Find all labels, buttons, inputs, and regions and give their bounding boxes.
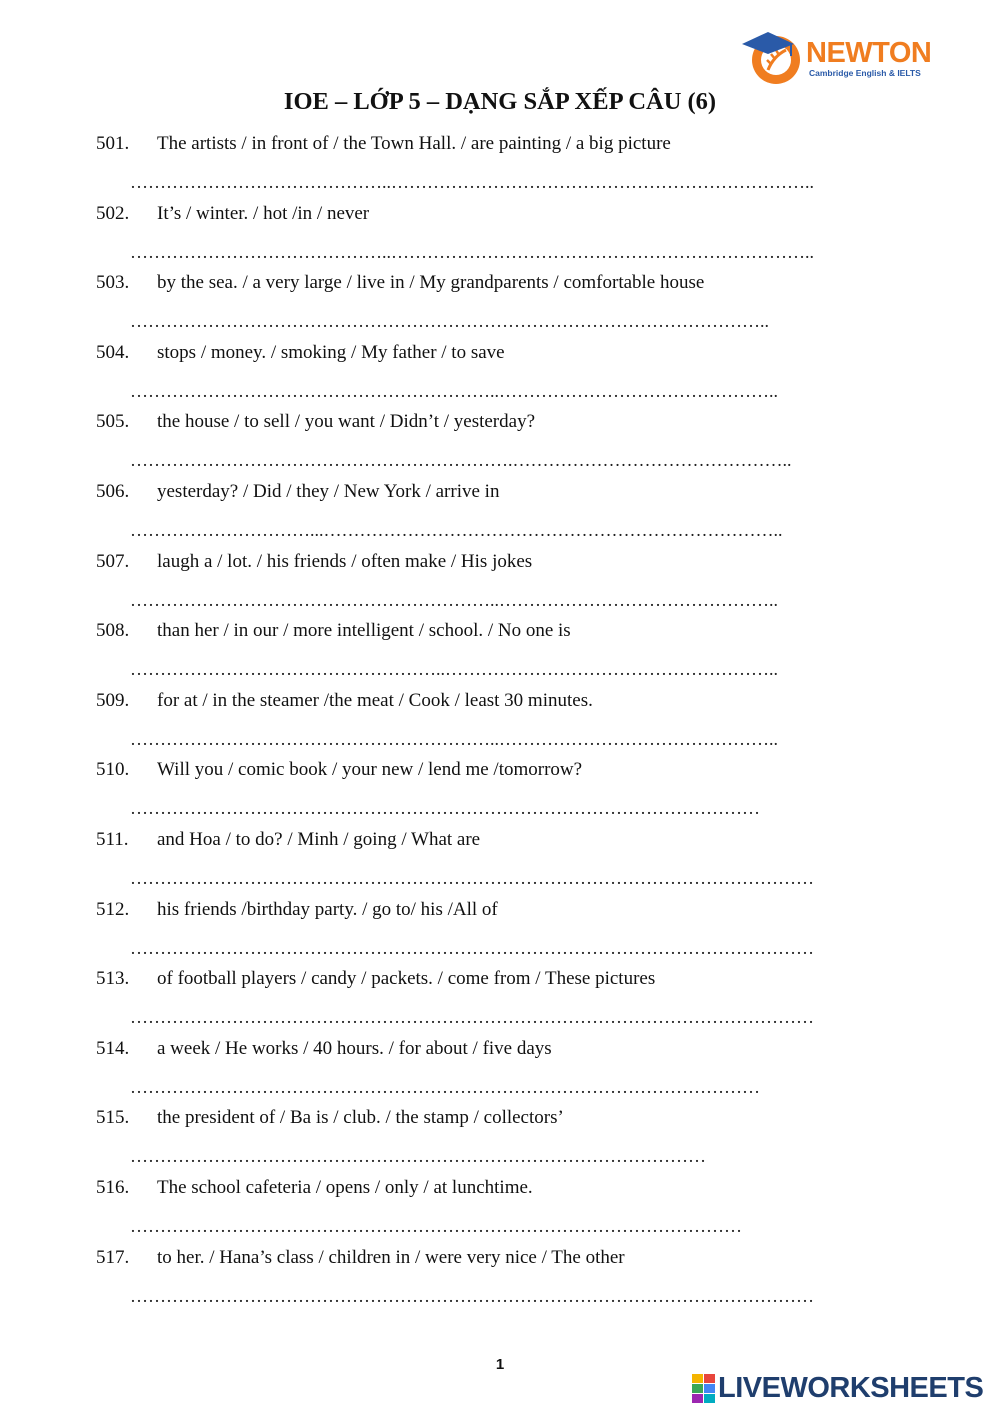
- page-title: IOE – LỚP 5 – DẠNG SẮP XẾP CÂU (6): [283, 88, 717, 115]
- answer-input-line[interactable]: ……………………………………………………………………………………………..: [130, 311, 769, 332]
- question-text: for at / in the steamer /the meat / Cook / least 30 minutes.: [157, 689, 593, 711]
- question-number: 514.: [96, 1037, 130, 1059]
- question-text: laugh a / lot. / his friends / often make / His jokes: [157, 550, 533, 572]
- answer-input-line[interactable]: …………………………………………………………………………………………: [130, 1216, 742, 1236]
- question-text: the house / to sell / you want / Didn’t / yesterday?: [157, 411, 535, 433]
- answer-input-line[interactable]: ……………………………………………………….………………………………………..: [130, 450, 792, 471]
- question-number: 501.: [96, 133, 130, 154]
- question-number: 517.: [96, 1246, 130, 1268]
- question-text: Will you / comic book / your new / lend me /tomorrow?: [157, 759, 583, 781]
- answer-input-line[interactable]: ……………………………………………………..………………………………………..: [130, 380, 778, 401]
- logo-brand: NEWTON: [806, 37, 932, 69]
- answer-input-line[interactable]: ……………………………………………………………………………………………………: [130, 868, 814, 888]
- answer-input-line[interactable]: ……………………………………..……………………………………………………………..: [130, 172, 814, 192]
- graduation-cap-icon: [738, 26, 804, 88]
- question-text: It’s / winter. / hot /in / never: [157, 202, 370, 224]
- answer-input-line[interactable]: ……………………………………..……………………………………………………………..: [130, 241, 814, 262]
- answer-input-line[interactable]: ……………………………………………………………………………………………………: [130, 1285, 814, 1306]
- question-text: stops / money. / smoking / My father / to save: [157, 341, 505, 363]
- question-number: 506.: [96, 481, 130, 502]
- question-text: The artists / in front of / the Town Hall. / are painting / a big picture: [157, 133, 671, 154]
- question-number: 504.: [96, 341, 130, 363]
- question-number: 508.: [96, 620, 130, 642]
- question-number: 502.: [96, 202, 130, 224]
- page-number: 1: [495, 1356, 505, 1373]
- question-number: 505.: [96, 411, 130, 433]
- answer-input-line[interactable]: ……………………………………………..………………………………………………..: [130, 659, 778, 680]
- question-number: 509.: [96, 689, 130, 711]
- question-text: to her. / Hana’s class / children in / were very nice / The other: [157, 1246, 625, 1268]
- question-number: 507.: [96, 550, 130, 572]
- question-number: 503.: [96, 272, 130, 294]
- question-504: [96, 341, 505, 365]
- question-number: 510.: [96, 759, 130, 781]
- question-text: a week / He works / 40 hours. / for about / five days: [157, 1037, 552, 1059]
- question-text: by the sea. / a very large / live in / My grandparents / comfortable house: [157, 272, 705, 294]
- question-number: 515.: [96, 1107, 130, 1129]
- question-510: [96, 758, 582, 782]
- question-512: [96, 898, 498, 922]
- answer-input-line[interactable]: …………………………...…………………………………………………………………..: [130, 520, 783, 540]
- question-text: The school cafeteria / opens / only / at lunchtime.: [157, 1177, 533, 1198]
- question-text: his friends /birthday party. / go to/ his /All of: [157, 898, 498, 920]
- answer-input-line[interactable]: ……………………………………………………………………………………………………: [130, 937, 814, 958]
- answer-input-line[interactable]: ……………………………………………………………………………………………………: [130, 1007, 814, 1028]
- question-515: [96, 1106, 564, 1130]
- question-505: [96, 410, 535, 434]
- logo-tagline: Cambridge English & IELTS: [809, 68, 921, 78]
- question-number: 511.: [96, 829, 129, 850]
- question-506: [96, 480, 499, 504]
- liveworksheets-blocks-icon: [692, 1374, 716, 1404]
- question-508: [96, 619, 571, 643]
- question-number: 516.: [96, 1177, 130, 1198]
- question-516: [96, 1176, 533, 1200]
- answer-input-line[interactable]: ……………………………………………………..………………………………………..: [130, 728, 778, 749]
- answer-input-line[interactable]: ……………………………………………………..………………………………………..: [130, 589, 778, 610]
- question-509: [96, 689, 593, 713]
- question-text: and Hoa / to do? / Minh / going / What are: [157, 829, 481, 850]
- question-503: [96, 271, 704, 295]
- question-513: [96, 967, 655, 991]
- question-text: of football players / candy / packets. / come from / These pictures: [157, 968, 656, 990]
- question-502: [96, 202, 369, 226]
- question-517: [96, 1246, 625, 1270]
- question-507: [96, 550, 532, 574]
- liveworksheets-watermark: [692, 1370, 992, 1406]
- liveworksheets-text: LIVEWORKSHEETS: [718, 1372, 984, 1404]
- question-501: [96, 132, 671, 156]
- question-number: 513.: [96, 968, 130, 990]
- question-text: than her / in our / more intelligent / school. / No one is: [157, 620, 571, 642]
- answer-input-line[interactable]: ……………………………………………………………………………………………: [130, 1076, 760, 1097]
- question-511: [96, 828, 480, 852]
- question-514: [96, 1037, 552, 1061]
- newton-logo: [738, 26, 938, 88]
- answer-input-line[interactable]: ……………………………………………………………………………………: [130, 1146, 706, 1167]
- question-number: 512.: [96, 898, 130, 920]
- answer-input-line[interactable]: ……………………………………………………………………………………………: [130, 798, 760, 819]
- question-text: yesterday? / Did / they / New York / arrive in: [157, 481, 500, 502]
- question-text: the president of / Ba is / club. / the stamp / collectors’: [157, 1107, 564, 1129]
